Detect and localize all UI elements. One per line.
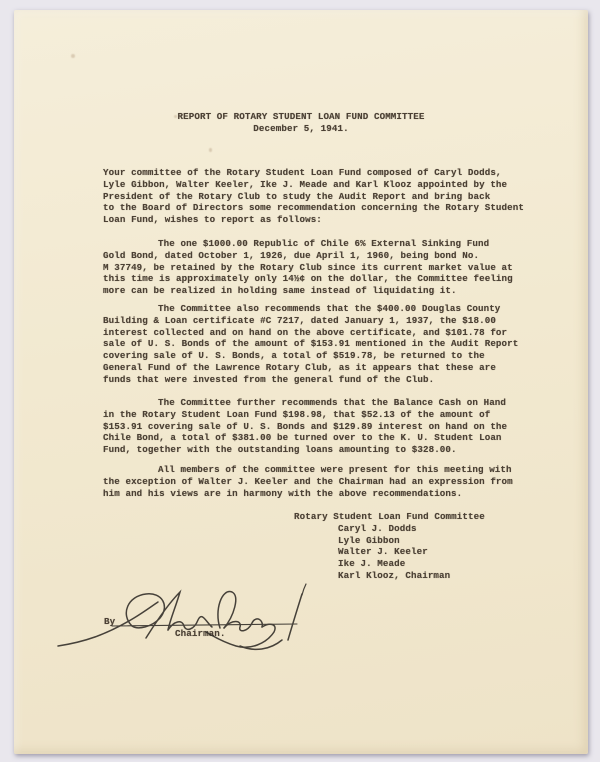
paragraph-line: The Committee also recommends that the $400.00 Douglas County xyxy=(158,303,501,314)
paragraph-line: Gold Bond, dated October 1, 1926, due April 1, 1960, being bond No. xyxy=(103,249,480,261)
paragraph-line: Chile Bond, a total of $381.00 be turned over to the K. U. Student Loan xyxy=(103,432,502,444)
paragraph-intro xyxy=(103,167,558,226)
paragraph-chile-bond xyxy=(103,238,558,297)
chairman-label: Chairman. xyxy=(175,628,226,639)
member-name: Walter J. Keeler xyxy=(338,546,428,558)
paragraph-line: more can be realized in holding same instead of liquidating it. xyxy=(103,285,457,297)
by-label: By xyxy=(104,616,116,627)
document-title: REPORT OF ROTARY STUDENT LOAN FUND COMMITTEE xyxy=(177,111,425,122)
paper-speck xyxy=(209,148,212,152)
member-name: Karl Klooz, Chairman xyxy=(338,569,451,581)
paragraph-line: interest collected and on hand on the above certificate, and $101.78 for xyxy=(103,326,508,338)
member-name: Ike J. Meade xyxy=(338,558,406,570)
paragraph-line: All members of the committee were present for this meeting with xyxy=(158,464,512,475)
scanned-paper xyxy=(14,10,588,754)
paragraph-line: President of the Rotary Club to study the Audit Report and bring back xyxy=(103,190,491,202)
paragraph-line: this time is approximately only 14½¢ on the dollar, the Committee feeling xyxy=(103,273,513,285)
paper-speck xyxy=(71,54,75,58)
handwritten-signature xyxy=(54,580,324,670)
paragraph-line: to the Board of Directors some recommendation concerning the Rotary Student xyxy=(103,202,525,214)
committee-name: Rotary Student Loan Fund Committee xyxy=(294,511,485,522)
paragraph-line: funds that were invested from the general fund of the Club. xyxy=(103,373,435,385)
paragraph-line: M 37749, be retained by the Rotary Club since its current market value at xyxy=(103,261,513,273)
paragraph-line: Building & Loan certificate #C 7217, dated January 1, 1937, the $18.00 xyxy=(103,314,496,326)
paragraph-line: The Committee further recommends that the Balance Cash on Hand xyxy=(158,397,507,408)
paragraph-balance-cash xyxy=(103,397,558,456)
paragraph-line: Lyle Gibbon, Walter Keeler, Ike J. Meade and Karl Klooz appointed by the xyxy=(103,178,508,190)
paragraph-line: Loan Fund, wishes to report as follows: xyxy=(103,214,322,226)
signature-block xyxy=(294,511,485,582)
paragraph-line: $153.91 covering sale of U. S. Bonds and $129.89 interest on hand on the xyxy=(103,420,508,432)
member-name: Caryl J. Dodds xyxy=(338,522,417,534)
paragraph-line: sale of U. S. Bonds of the amount of $153.91 mentioned in the Audit Report xyxy=(103,338,519,350)
paragraph-line: covering sale of U. S. Bonds, a total of $519.78, be returned to the xyxy=(103,350,485,362)
member-name: Lyle Gibbon xyxy=(338,534,400,546)
paragraph-line: Your committee of the Rotary Student Loan Fund composed of Caryl Dodds, xyxy=(103,167,502,178)
paragraph-attendance xyxy=(103,464,558,499)
paragraph-line: The one $1000.00 Republic of Chile 6% External Sinking Fund xyxy=(158,238,490,249)
paragraph-line: him and his views are in harmony with the above recommendations. xyxy=(103,487,463,499)
signature-underline xyxy=(112,624,297,626)
paragraph-line: the exception of Walter J. Keeler and the Chairman had an expression from xyxy=(103,475,513,487)
paragraph-building-loan xyxy=(103,303,558,386)
paragraph-line: in the Rotary Student Loan Fund $198.98, that $52.13 of the amount of xyxy=(103,408,491,420)
paragraph-line: Fund, together with the outstanding loans amounting to $328.00. xyxy=(103,444,457,456)
paragraph-line: General Fund of the Lawrence Rotary Club, as it appears that these are xyxy=(103,361,496,373)
document-date: December 5, 1941. xyxy=(253,123,349,134)
